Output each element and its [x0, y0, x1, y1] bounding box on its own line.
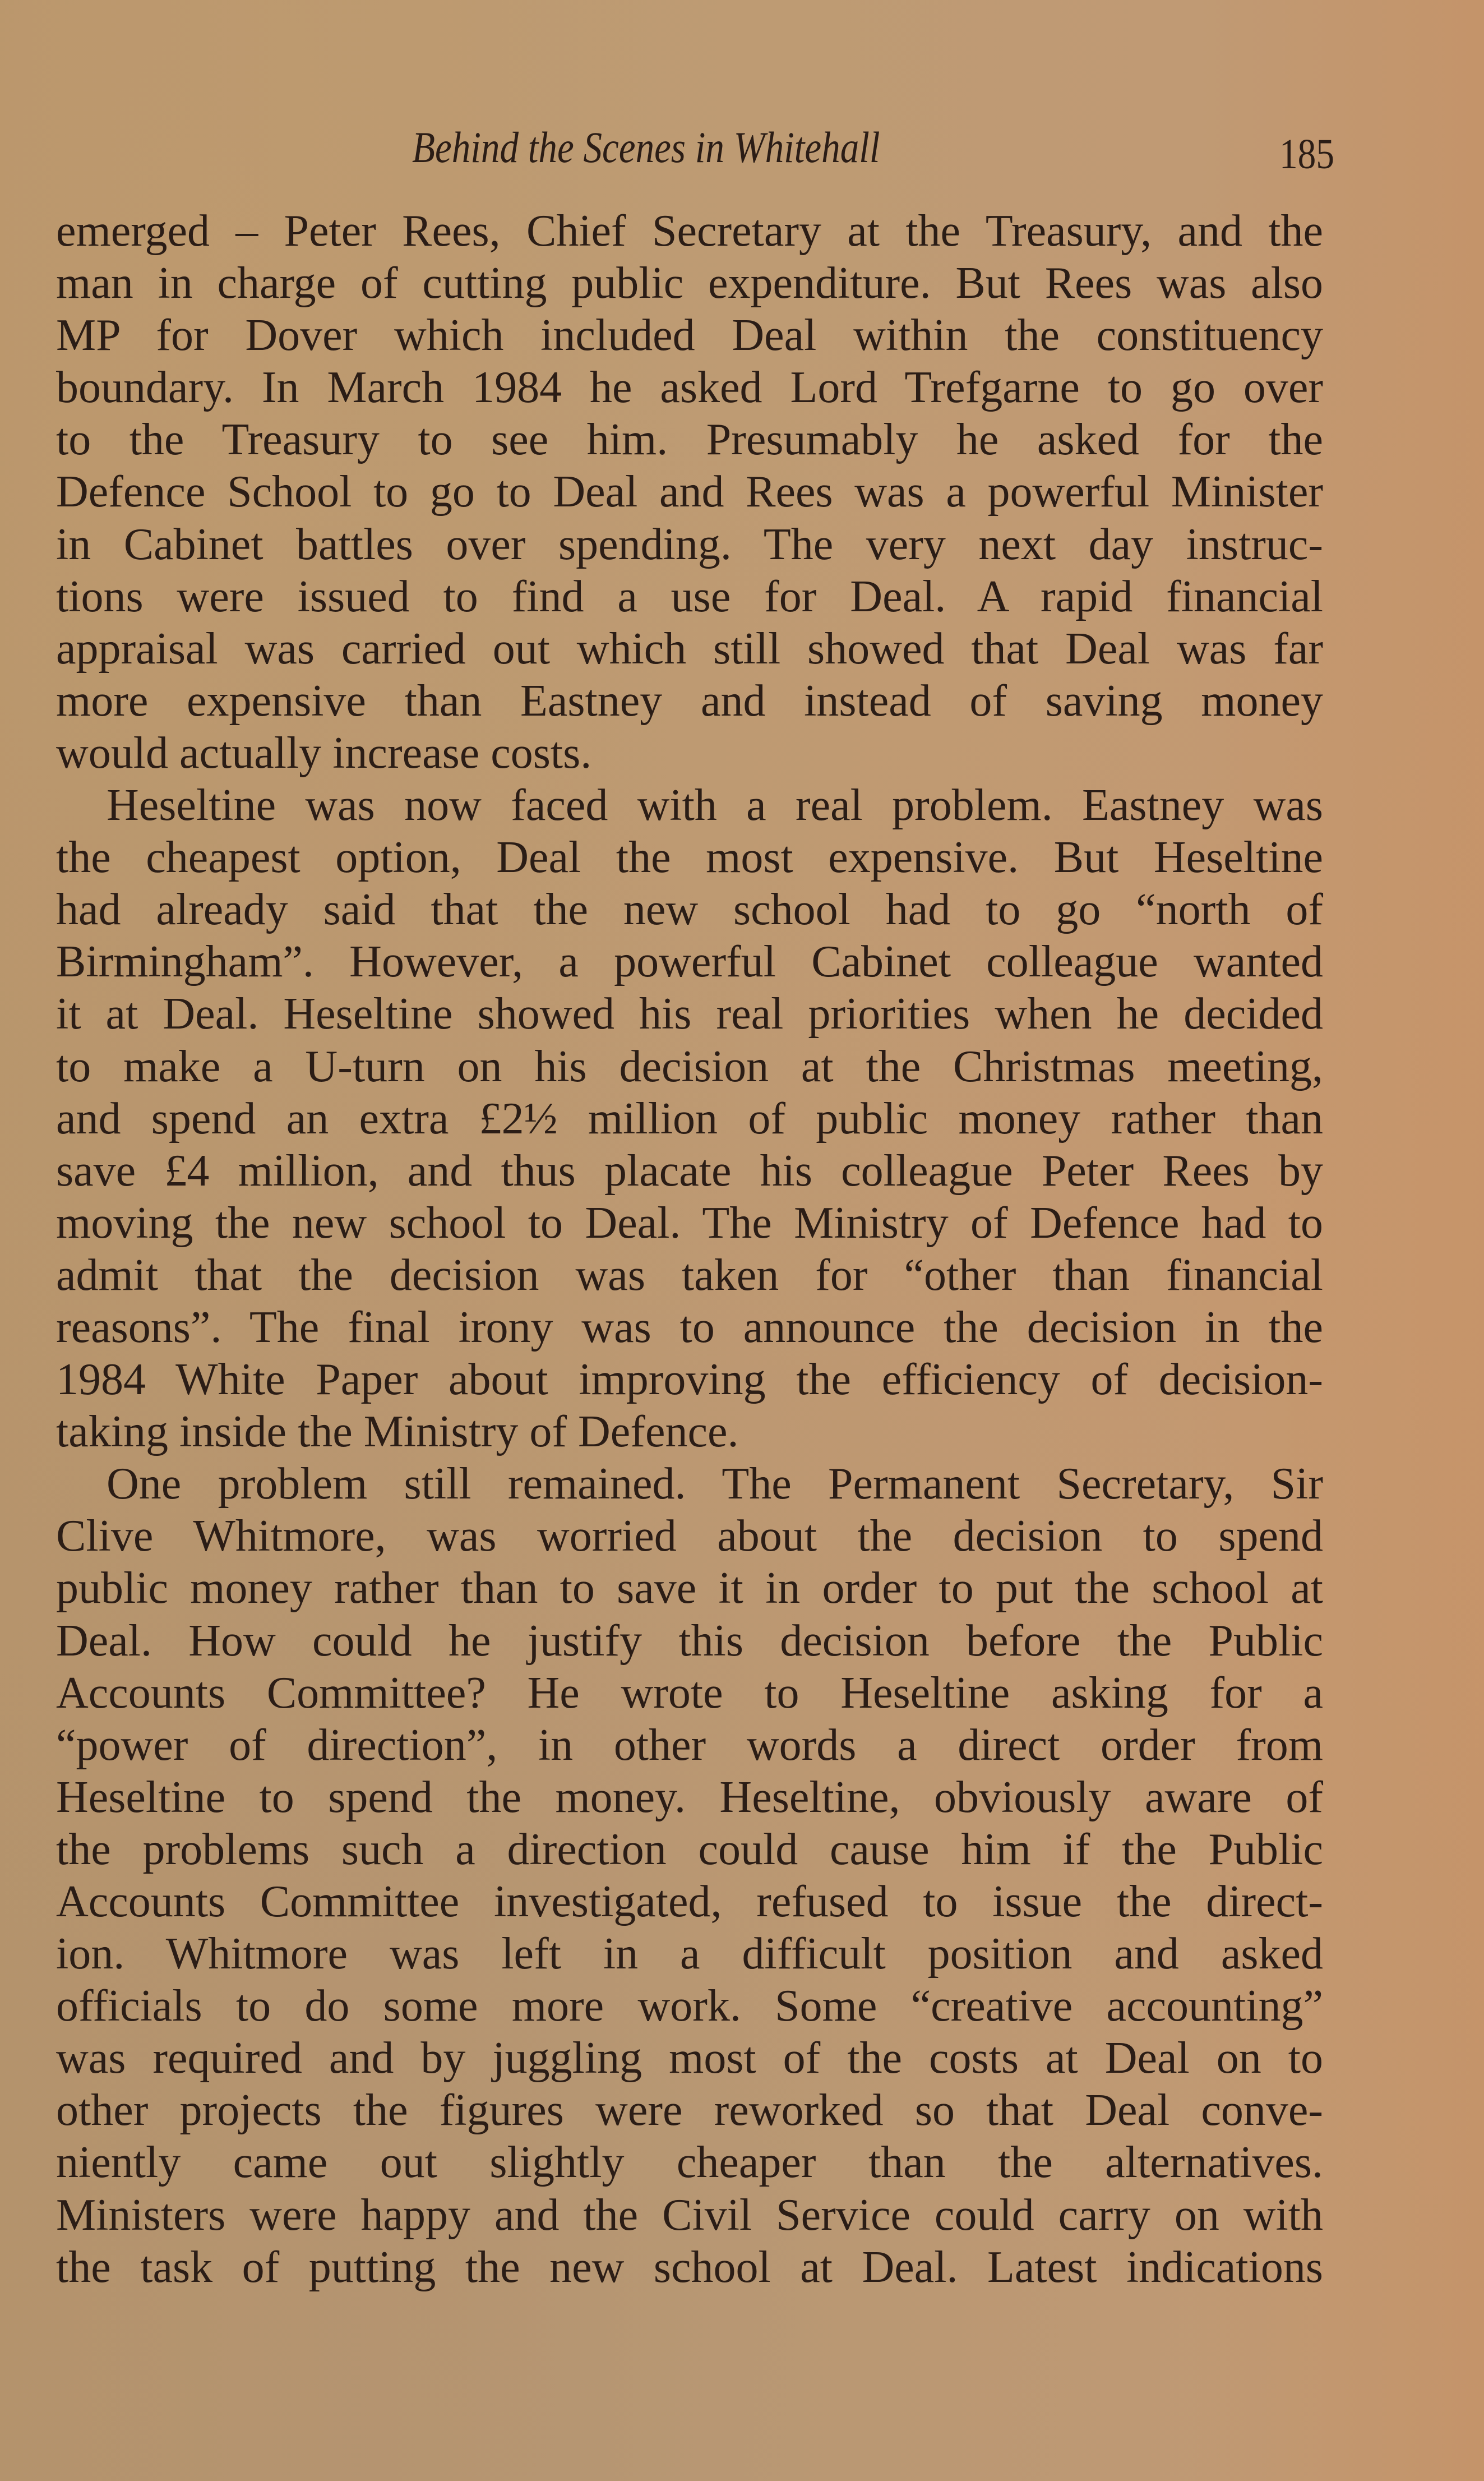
running-head [412, 122, 1334, 184]
text-line: “power of direction”, in other words a direct order from [56, 1720, 1323, 1770]
text-line: Defence School to go to Deal and Rees was a powerful Minister [56, 467, 1323, 517]
text-line: Accounts Committee? He wrote to Heseltine asking for a [56, 1668, 1323, 1718]
text-line: it at Deal. Heseltine showed his real priorities when he decided [56, 989, 1323, 1039]
text-line: taking inside the Ministry of Defence. [56, 1407, 739, 1457]
text-line: to the Treasury to see him. Presumably he asked for the [56, 415, 1323, 465]
text-line: Accounts Committee investigated, refused to issue the direct- [56, 1877, 1323, 1926]
page-number: 185 [1279, 131, 1334, 178]
text-line: and spend an extra £2½ million of public money rather than [56, 1094, 1323, 1143]
text-line: man in charge of cutting public expenditure. But Rees was also [56, 259, 1323, 308]
text-line: the task of putting the new school at Deal. Latest indications [56, 2242, 1323, 2292]
text-line: had already said that the new school had to go “north of [56, 885, 1323, 935]
text-line: Heseltine was now faced with a real problem. Eastney was [107, 781, 1323, 831]
paragraph [56, 780, 1323, 1458]
text-line: ion. Whitmore was left in a difficult position and asked [56, 1929, 1323, 1979]
paragraph [56, 1458, 1323, 2294]
text-line: 1984 White Paper about improving the efficiency of decision- [56, 1355, 1323, 1405]
text-line: to make a U-turn on his decision at the Christmas meeting, [56, 1041, 1323, 1091]
text-line: boundary. In March 1984 he asked Lord Trefgarne to go over [56, 363, 1323, 413]
text-line: in Cabinet battles over spending. The very next day instruc- [56, 519, 1323, 569]
text-line: moving the new school to Deal. The Ministry of Defence had to [56, 1198, 1323, 1248]
text-line: Birmingham”. However, a powerful Cabinet colleague wanted [56, 937, 1323, 987]
running-title: Behind the Scenes in Whitehall [412, 123, 880, 172]
text-line: save £4 million, and thus placate his colleague Peter Rees by [56, 1146, 1323, 1196]
text-line: more expensive than Eastney and instead of saving money [56, 676, 1323, 726]
text-line: tions were issued to find a use for Deal. A rapid financial [56, 571, 1323, 621]
text-line: Deal. How could he justify this decision before the Public [56, 1616, 1323, 1666]
text-line: admit that the decision was taken for “other than financial [56, 1250, 1323, 1300]
text-line: niently came out slightly cheaper than the alternatives. [56, 2138, 1323, 2188]
text-line: the cheapest option, Deal the most expensive. But Heseltine [56, 833, 1323, 883]
text-line: other projects the figures were reworked so that Deal conve- [56, 2086, 1323, 2136]
text-line: officials to do some more work. Some “creative accounting” [56, 1981, 1323, 2031]
text-line: Heseltine to spend the money. Heseltine, obviously aware of [56, 1772, 1323, 1822]
text-line: reasons”. The final irony was to announce the decision in the [56, 1302, 1323, 1352]
text-line: public money rather than to save it in order to put the school at [56, 1564, 1323, 1613]
text-line: MP for Dover which included Deal within the constituency [56, 311, 1323, 361]
text-line: the problems such a direction could cause him if the Public [56, 1824, 1323, 1874]
paragraph [56, 205, 1323, 780]
text-line: emerged – Peter Rees, Chief Secretary at the Treasury, and the [56, 206, 1323, 256]
text-line: One problem still remained. The Permanent Secretary, Sir [107, 1459, 1323, 1509]
text-line: would actually increase costs. [56, 728, 592, 778]
text-line: Ministers were happy and the Civil Service could carry on with [56, 2190, 1323, 2240]
text-line: Clive Whitmore, was worried about the decision to spend [56, 1511, 1323, 1561]
text-line: appraisal was carried out which still showed that Deal was far [56, 624, 1323, 674]
text-line: was required and by juggling most of the costs at Deal on to [56, 2033, 1323, 2083]
body-text [56, 205, 1323, 2294]
